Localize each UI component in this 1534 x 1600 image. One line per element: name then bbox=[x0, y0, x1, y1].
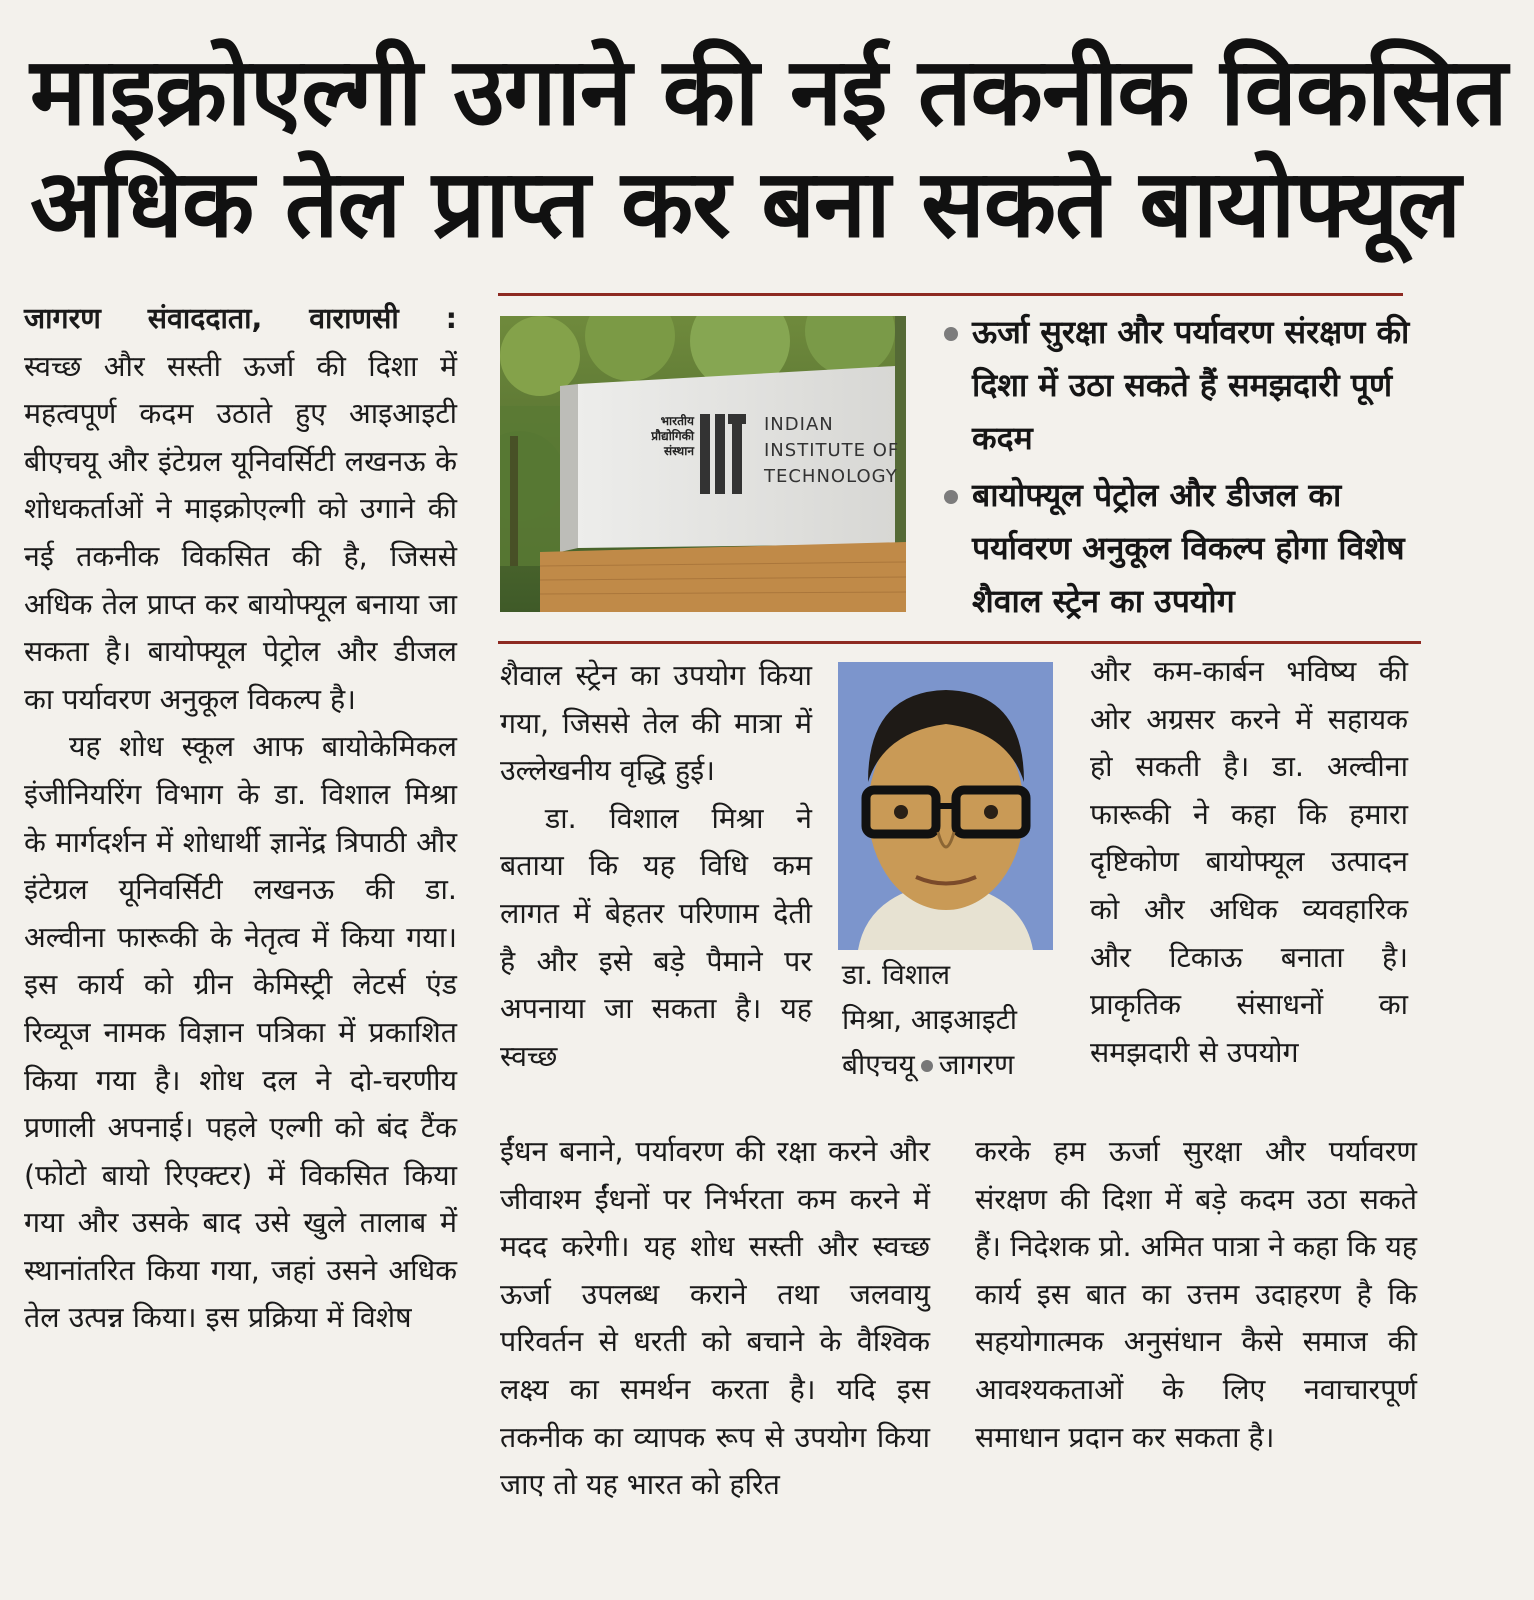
paragraph: यह शोध स्कूल आफ बायोकेमिकल इंजीनियरिंग विभाग के डा. विशाल मिश्रा के मार्गदर्शन में शोधार्थी ज्ञानेंद्र त्रिपाठी और इंटेग्रल यूनिवर्सिटी लखनऊ की डा. अल्वीना फारूकी के नेतृत्व में किया गया। इस कार्य को ग्रीन केमिस्ट्री लेटर्स एंड रिव्यूज नामक विज्ञान पत्रिका में प्रकाशित किया गया है। शोध दल ने दो-चरणीय प्रणाली अपनाई। पहले एल्गी को बंद टैंक (फोटो बायो रिएक्टर) में विकसित किया गया और उसके बाद उसे खुले तालाब में स्थानांतरित किया गया, जहां उसने अधिक तेल उत्पन्न किया। इस प्रक्रिया में विशेष bbox=[24, 730, 457, 1335]
middle-rule bbox=[498, 641, 1421, 644]
headline-line-2: अधिक तेल प्राप्त कर बना सकते बायोफ्यूल bbox=[30, 150, 1461, 259]
article-column-3 bbox=[1090, 648, 1408, 1076]
paragraph: ईंधन बनाने, पर्यावरण की रक्षा करने और जीवाश्म ईंधनों पर निर्भरता कम करने में मदद करेगी। यह शोध सस्ती और स्वच्छ ऊर्जा उपलब्ध कराने तथा जलवायु परिवर्तन से धरती को बचाने के वैश्विक लक्ष्य का समर्थन करता है। यदि इस तकनीक का व्यापक रूप से उपयोग किया जाए तो यह भारत को हरित bbox=[500, 1135, 930, 1502]
highlight-item: ऊर्जा सुरक्षा और पर्यावरण संरक्षण की दिशा में उठा सकते हैं समझदारी पूर्ण कदम bbox=[940, 306, 1410, 465]
highlight-item: बायोफ्यूल पेट्रोल और डीजल का पर्यावरण अनुकूल विकल्प होगा विशेष शैवाल स्ट्रेन का उपयोग bbox=[940, 469, 1410, 628]
top-rule bbox=[498, 293, 1403, 296]
highlights bbox=[940, 306, 1410, 628]
portrait-illustration bbox=[838, 662, 1053, 950]
paragraph: डा. विशाल मिश्रा ने बताया कि यह विधि कम लागत में बेहतर परिणाम देती है और इसे बड़े पैमाने पर अपनाया जा सकता है। यह स्वच्छ bbox=[500, 801, 812, 1073]
sign-english-text: INDIAN INSTITUTE OF TECHNOLOGY bbox=[764, 414, 900, 487]
portrait-photo bbox=[838, 662, 1053, 950]
sign-hindi-text: भारतीय प्रौद्योगिकी संस्थान bbox=[651, 414, 694, 458]
paragraph: और कम-कार्बन भविष्य की ओर अग्रसर करने में सहायक हो सकती है। डा. अल्वीना फारूकी ने कहा कि हमारा दृष्टिकोण बायोफ्यूल उत्पादन को और अधिक व्यवहारिक और टिकाऊ बनाता है। प्राकृतिक संसाधनों का समझदारी से उपयोग bbox=[1090, 655, 1408, 1069]
dateline: जागरण संवाददाता, वाराणसी : bbox=[24, 302, 457, 335]
portrait-caption: डा. विशाल मिश्रा, आइआइटी बीएचयू जागरण bbox=[842, 958, 1017, 1081]
bullet-icon bbox=[944, 327, 958, 341]
headline-line-1: माइक्रोएल्गी उगाने की नई तकनीक विकसित bbox=[30, 38, 1507, 147]
iit-sign-photo bbox=[500, 316, 906, 612]
article-column-2-continued bbox=[500, 1128, 930, 1509]
paragraph: शैवाल स्ट्रेन का उपयोग किया गया, जिससे तेल की मात्रा में उल्लेखनीय वृद्धि हुई। bbox=[500, 659, 812, 788]
iit-logo-icon bbox=[698, 412, 748, 502]
article-column-2 bbox=[500, 652, 812, 1080]
article-column-1 bbox=[24, 295, 457, 1342]
paragraph: स्वच्छ और सस्ती ऊर्जा की दिशा में महत्वपूर्ण कदम उठाते हुए आइआइटी बीएचयू और इंटेग्रल यूनिवर्सिटी लखनऊ के शोधकर्ताओं ने माइक्रोएल्गी को उगाने की नई तकनीक विकसित की है, जिससे अधिक तेल प्राप्त कर बायोफ्यूल बनाया जा सकता है। बायोफ्यूल पेट्रोल और डीजल का पर्यावरण अनुकूल विकल्प है। bbox=[24, 349, 457, 716]
bullet-icon bbox=[921, 1060, 933, 1072]
bullet-icon bbox=[944, 490, 958, 504]
article-column-3-continued bbox=[975, 1128, 1417, 1461]
paragraph: करके हम ऊर्जा सुरक्षा और पर्यावरण संरक्षण की दिशा में बड़े कदम उठा सकते हैं। निदेशक प्रो. अमित पात्रा ने कहा कि यह कार्य इस बात का उत्तम उदाहरण है कि सहयोगात्मक अनुसंधान कैसे समाज की आवश्यकताओं के लिए नवाचारपूर्ण समाधान प्रदान कर सकता है। bbox=[975, 1135, 1417, 1454]
